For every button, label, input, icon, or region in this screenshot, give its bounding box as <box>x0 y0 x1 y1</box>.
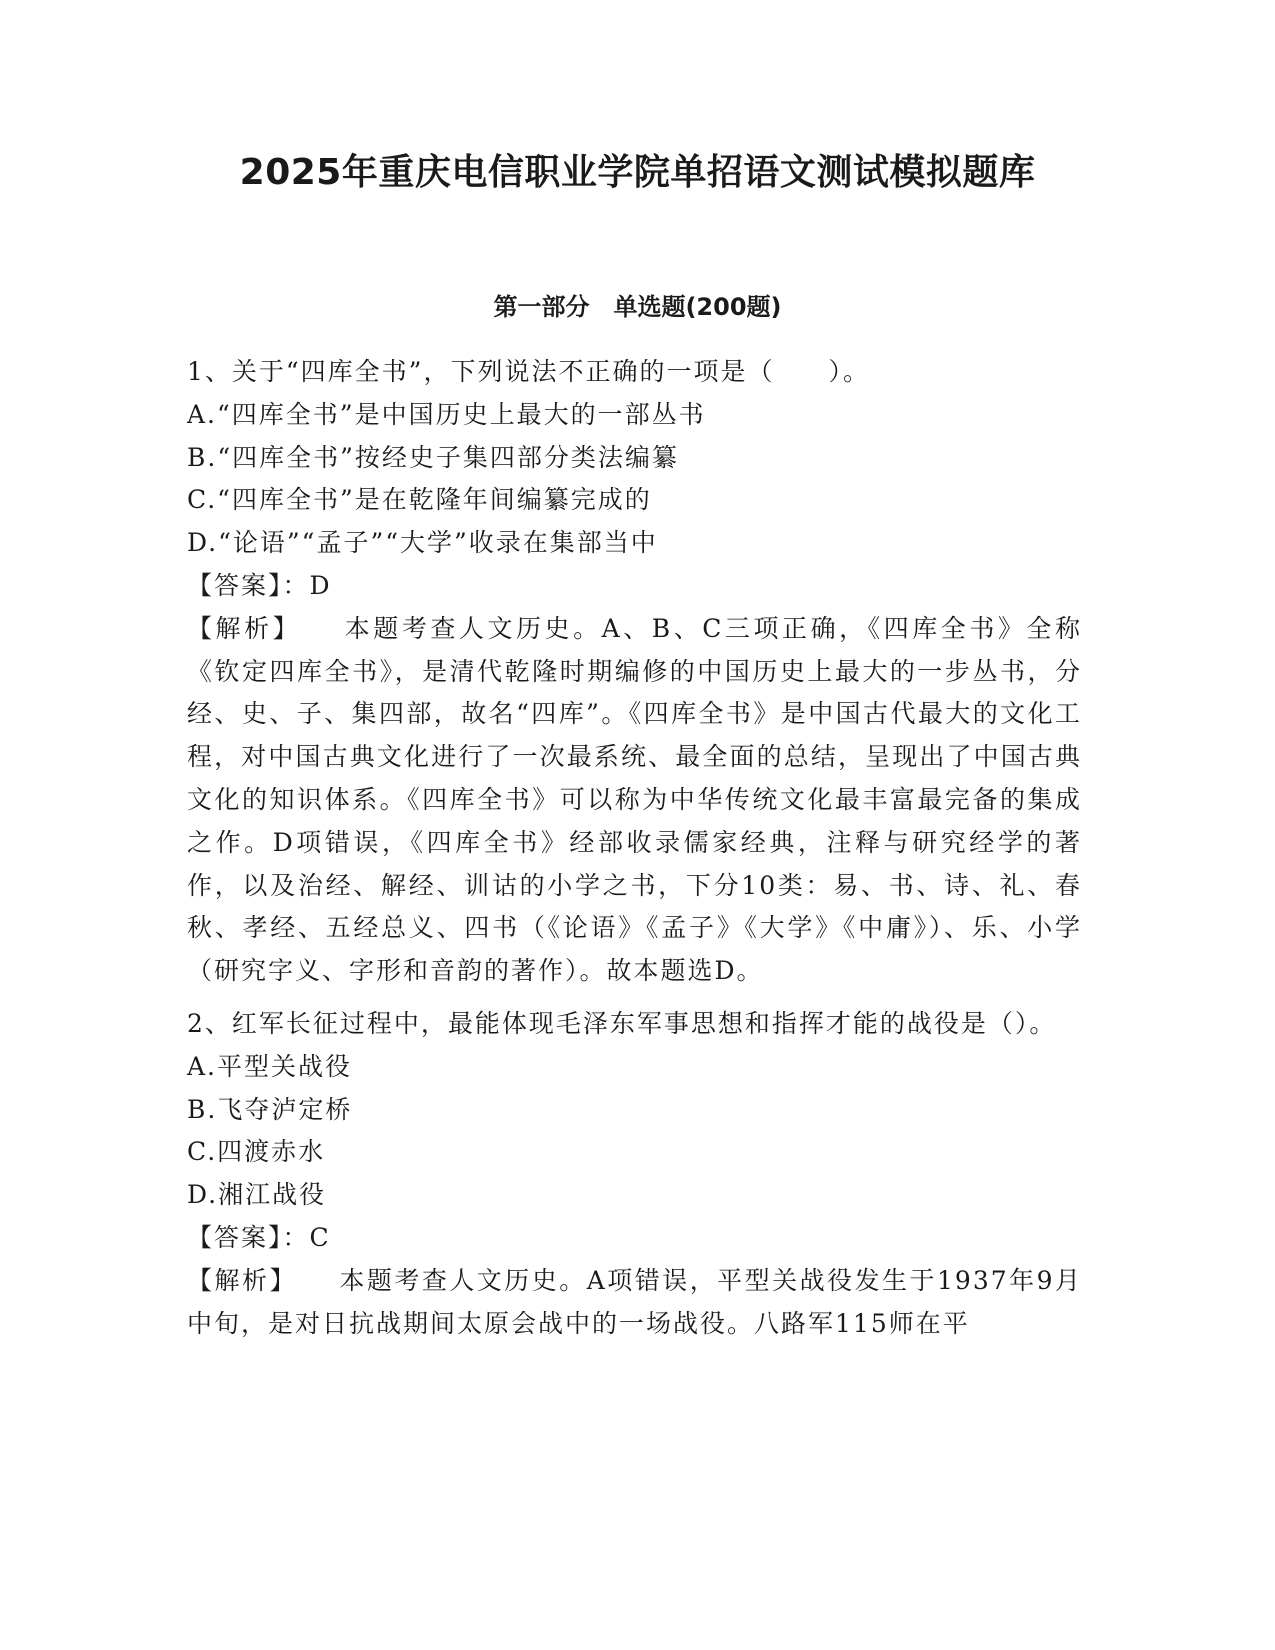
answer-line <box>187 1217 1082 1260</box>
answer-value: C <box>309 1222 331 1252</box>
option-a: A.平型关战役 <box>187 1051 353 1081</box>
analysis-paragraph <box>187 1260 1082 1346</box>
option-d: D.“论语”“孟子”“大学”收录在集部当中 <box>187 528 658 558</box>
option-b: B.“四库全书”按经史子集四部分类法编纂 <box>187 442 679 472</box>
analysis-text: 本题考查人文历史。A项错误，平型关战役发生于1937年9月中旬，是对日抗战期间太原会战中的一场战役。八路军115师在平 <box>187 1265 1082 1338</box>
answer-label: 【答案】： <box>187 570 310 600</box>
option-a: A.“四库全书”是中国历史上最大的一部丛书 <box>187 399 706 429</box>
analysis-paragraph <box>187 608 1082 993</box>
question-list <box>187 351 1082 1345</box>
answer-line <box>187 565 1082 608</box>
option-c: C.“四库全书”是在乾隆年间编纂完成的 <box>187 485 652 515</box>
question-stem: 2、红军长征过程中，最能体现毛泽东军事思想和指挥才能的战役是（）。 <box>187 1008 1057 1038</box>
analysis-text: 本题考查人文历史。A、B、C三项正确，《四库全书》全称《钦定四库全书》，是清代乾隆时期编修的中国历史上最大的一步丛书，分经、史、子、集四部，故名“四库”。《四库全书》是中国古代最大的文化工程，对中国古典文化进行了一次最系统、最全面的总结，呈现出了中国古典文化的知识体系。《四库全书》可以称为中华传统文化最丰富最完备的集成之作。D项错误，《四库全书》经部收录儒家经典，注释与研究经学的著作，以及治经、解经、训诂的小学之书，下分10类：易、书、诗、礼、春秋、孝经、五经总义、四书（《论语》《孟子》《大学》《中庸》）、乐、小学（研究字义、字形和音韵的著作）。故本题选D。 <box>187 613 1082 986</box>
analysis-label: 【解析】 <box>187 1265 297 1295</box>
option-c: C.四渡赤水 <box>187 1137 326 1167</box>
document-title: 2025年重庆电信职业学院单招语文测试模拟题库 <box>239 152 1036 193</box>
section-heading: 第一部分 单选题(200题) <box>493 293 782 321</box>
option-b: B.飞夺泸定桥 <box>187 1094 353 1124</box>
question-1 <box>187 351 1082 993</box>
option-d: D.湘江战役 <box>187 1180 327 1210</box>
question-stem: 1、关于“四库全书”，下列说法不正确的一项是（ ）。 <box>187 357 870 386</box>
question-2 <box>187 1003 1082 1345</box>
answer-value: D <box>309 570 332 600</box>
analysis-label: 【解析】 <box>187 613 302 643</box>
answer-label: 【答案】： <box>187 1222 310 1252</box>
